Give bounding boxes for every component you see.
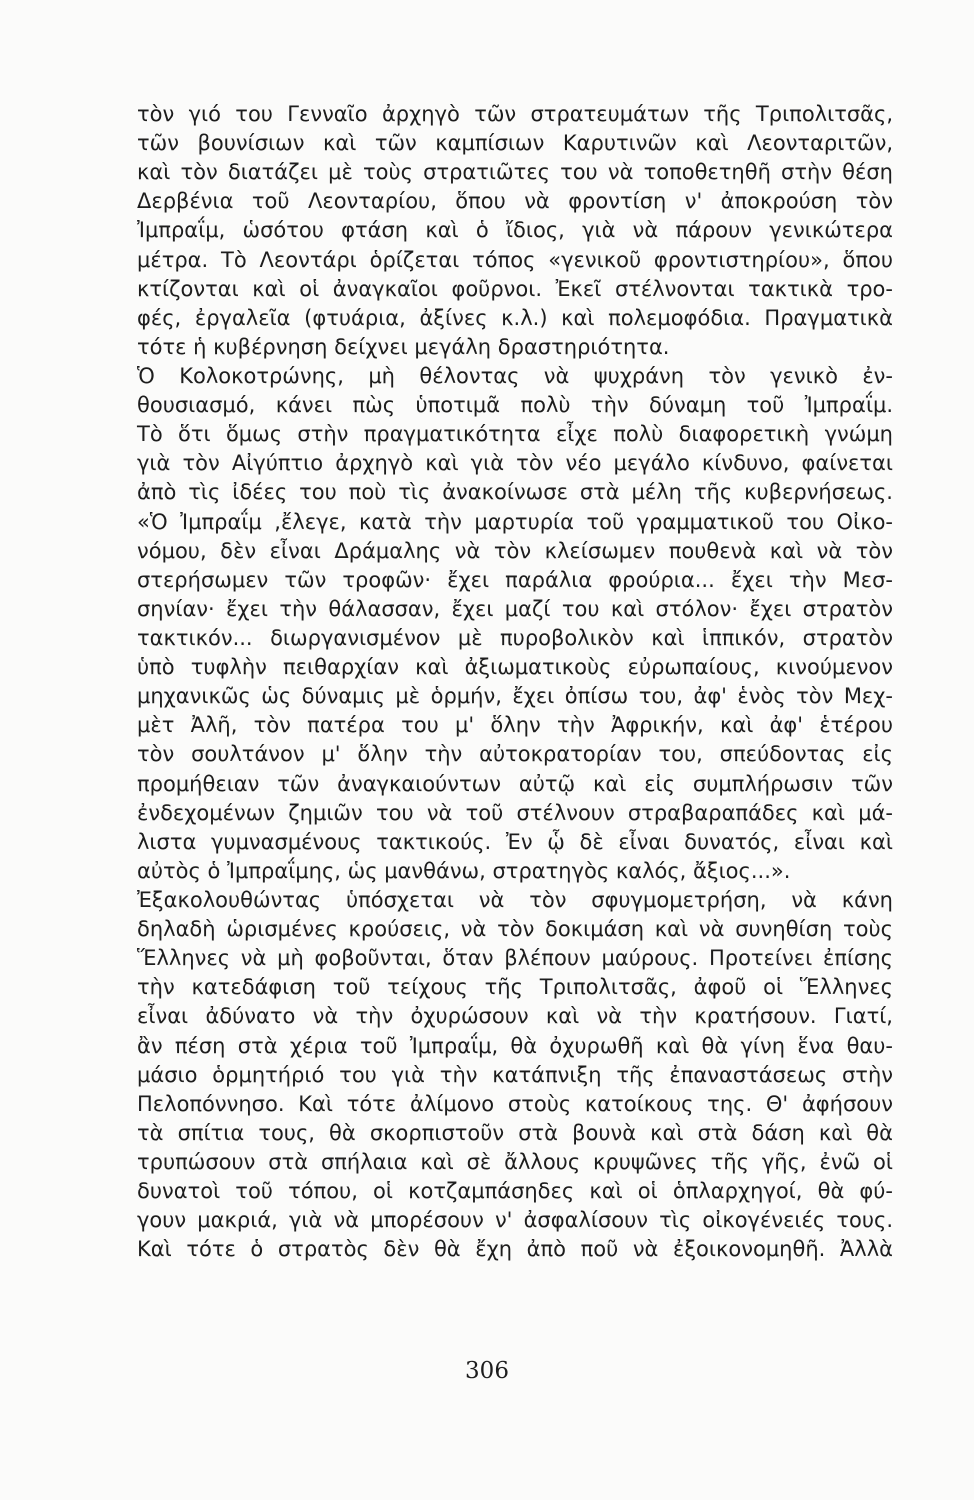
text-line: Πελοπόννησο. Καὶ τότε ἀλίμονο στοὺς κατοίκους της. Θ' ἀφήσουν bbox=[137, 1091, 893, 1116]
text-line: Τὸ ὅτι ὅμως στὴν πραγματικότητα εἶχε πολὺ διαφορετικὴ γνώμη bbox=[137, 422, 893, 447]
text-line: φές, ἐργαλεῖα (φτυάρια, ἀξίνες κ.λ.) καὶ πολεμοφόδια. Πραγματικὰ bbox=[137, 305, 893, 330]
text-line: τὰ σπίτια τους, θὰ σκορπιστοῦν στὰ βουνὰ καὶ στὰ δάση καὶ θὰ bbox=[137, 1120, 893, 1145]
text-line: μέτρα. Τὸ Λεοντάρι ὁρίζεται τόπος «γενικοῦ φροντιστηρίου», ὅπου bbox=[137, 247, 893, 272]
text-line: μάσιο ὁρμητήριό του γιὰ τὴν κατάπνιξη τῆς ἐπαναστάσεως στὴν bbox=[137, 1062, 893, 1087]
text-line: Ἰμπραΐμ, ὡσότου φτάση καὶ ὁ ἴδιος, γιὰ νὰ πάρουν γενικώτερα bbox=[137, 218, 893, 243]
text-line: Ἐξακολουθώντας ὑπόσχεται νὰ τὸν σφυγμομετρήση, νὰ κάνη bbox=[137, 887, 893, 912]
text-line: τὸν σουλτάνον μ' ὅλην τὴν αὐτοκρατορίαν του, σπεύδοντας εἰς bbox=[137, 742, 893, 767]
text-line: τακτικόν... διωργανισμένον μὲ πυροβολικὸν καὶ ἱππικόν, στρατὸν bbox=[137, 625, 893, 650]
text-line: Καὶ τότε ὁ στρατὸς δὲν θὰ ἔχη ἀπὸ ποῦ νὰ ἐξοικονομηθῆ. Ἀλλὰ bbox=[137, 1237, 893, 1262]
text-line: τὴν κατεδάφιση τοῦ τείχους τῆς Τριπολιτσᾶς, ἀφοῦ οἱ Ἕλληνες bbox=[137, 975, 893, 1000]
text-line: Ὁ Κολοκοτρώνης, μὴ θέλοντας νὰ ψυχράνη τὸν γενικὸ ἐν- bbox=[137, 363, 893, 388]
text-line: ἀπὸ τὶς ἰδέες του ποὺ τὶς ἀνακοίνωσε στὰ μέλη τῆς κυβερνήσεως. bbox=[137, 480, 893, 505]
text-line: Δερβένια τοῦ Λεονταρίου, ὅπου νὰ φροντίση ν' ἀποκρούση τὸν bbox=[137, 189, 893, 214]
text-line: στερήσωμεν τῶν τροφῶν· ἔχει παράλια φρούρια... ἔχει τὴν Μεσ- bbox=[137, 567, 893, 592]
text-line: λιστα γυμνασμένους τακτικούς. Ἐν ᾧ δὲ εἶναι δυνατός, εἶναι καὶ bbox=[137, 829, 893, 854]
text-line: ὑπὸ τυφλὴν πειθαρχίαν καὶ ἀξιωματικοὺς εὐρωπαίους, κινούμενον bbox=[137, 655, 893, 680]
text-line: «Ὁ Ἰμπραΐμ ,ἔλεγε, κατὰ τὴν μαρτυρία τοῦ γραμματικοῦ του Οἰκο- bbox=[137, 509, 893, 534]
text-line: τρυπώσουν στὰ σπήλαια καὶ σὲ ἄλλους κρυψῶνες τῆς γῆς, ἐνῶ οἱ bbox=[137, 1149, 893, 1174]
text-line: κτίζονται καὶ οἱ ἀναγκαῖοι φοῦρνοι. Ἐκεῖ στέλνονται τακτικὰ τρο- bbox=[137, 276, 893, 301]
body-text bbox=[137, 100, 893, 1264]
text-line: δυνατοὶ τοῦ τόπου, οἱ κοτζαμπάσηδες καὶ οἱ ὁπλαρχηγοί, θὰ φύ- bbox=[137, 1179, 893, 1204]
text-line: τὸν γιό του Γενναῖο ἀρχηγὸ τῶν στρατευμάτων τῆς Τριπολιτσᾶς, bbox=[137, 102, 893, 126]
text-line: τότε ἡ κυβέρνηση δείχνει μεγάλη δραστηριότητα. bbox=[137, 334, 670, 359]
text-line: γουν μακριά, γιὰ νὰ μπορέσουν ν' ἀσφαλίσουν τὶς οἰκογένειές τους. bbox=[137, 1208, 893, 1233]
text-line: τῶν βουνίσιων καὶ τῶν καμπίσιων Καρυτινῶν καὶ Λεονταριτῶν, bbox=[137, 131, 893, 156]
text-line: νόμου, δὲν εἶναι Δράμαλης νὰ τὸν κλείσωμεν πουθενὰ καὶ νὰ τὸν bbox=[137, 538, 893, 563]
text-line: δηλαδὴ ὡρισμένες κρούσεις, νὰ τὸν δοκιμάση καὶ νὰ συνηθίση τοὺς bbox=[137, 917, 893, 942]
text-line: Ἕλληνες νὰ μὴ φοβοῦνται, ὅταν βλέπουν μαύρους. Προτείνει ἐπίσης bbox=[137, 946, 893, 971]
text-line: εἶναι ἀδύνατο νὰ τὴν ὀχυρώσουν καὶ νὰ τὴν κρατήσουν. Γιατί, bbox=[137, 1004, 893, 1029]
text-line: θουσιασμό, κάνει πὼς ὑποτιμᾶ πολὺ τὴν δύναμη τοῦ Ἰμπραΐμ. bbox=[137, 393, 893, 418]
text-line: μὲτ Ἀλῆ, τὸν πατέρα του μ' ὅλην τὴν Ἀφρικήν, καὶ ἀφ' ἑτέρου bbox=[137, 713, 893, 738]
text-line: αὐτὸς ὁ Ἰμπραΐμης, ὡς μανθάνω, στρατηγὸς καλός, ἄξιος...». bbox=[137, 858, 791, 883]
text-line: ἂν πέση στὰ χέρια τοῦ Ἰμπραΐμ, θὰ ὀχυρωθῆ καὶ θὰ γίνη ἕνα θαυ- bbox=[137, 1033, 893, 1058]
text-line: καὶ τὸν διατάζει μὲ τοὺς στρατιῶτες του νὰ τοποθετηθῆ στὴν θέση bbox=[137, 160, 893, 185]
text-line: ἐνδεχομένων ζημιῶν του νὰ τοῦ στέλνουν στραβαραπάδες καὶ μά- bbox=[137, 800, 893, 825]
page-number: 306 bbox=[465, 1358, 509, 1384]
text-line: μηχανικῶς ὡς δύναμις μὲ ὁρμήν, ἔχει ὀπίσω του, ἀφ' ἑνὸς τὸν Μεχ- bbox=[137, 684, 893, 709]
text-line: γιὰ τὸν Αἰγύπτιο ἀρχηγὸ καὶ γιὰ τὸν νέο μεγάλο κίνδυνο, φαίνεται bbox=[137, 451, 893, 476]
text-line: σηνίαν· ἔχει τὴν θάλασσαν, ἔχει μαζί του καὶ στόλον· ἔχει στρατὸν bbox=[137, 596, 893, 621]
text-line: προμήθειαν τῶν ἀναγκαιούντων αὐτῷ καὶ εἰς συμπλήρωσιν τῶν bbox=[137, 771, 893, 796]
